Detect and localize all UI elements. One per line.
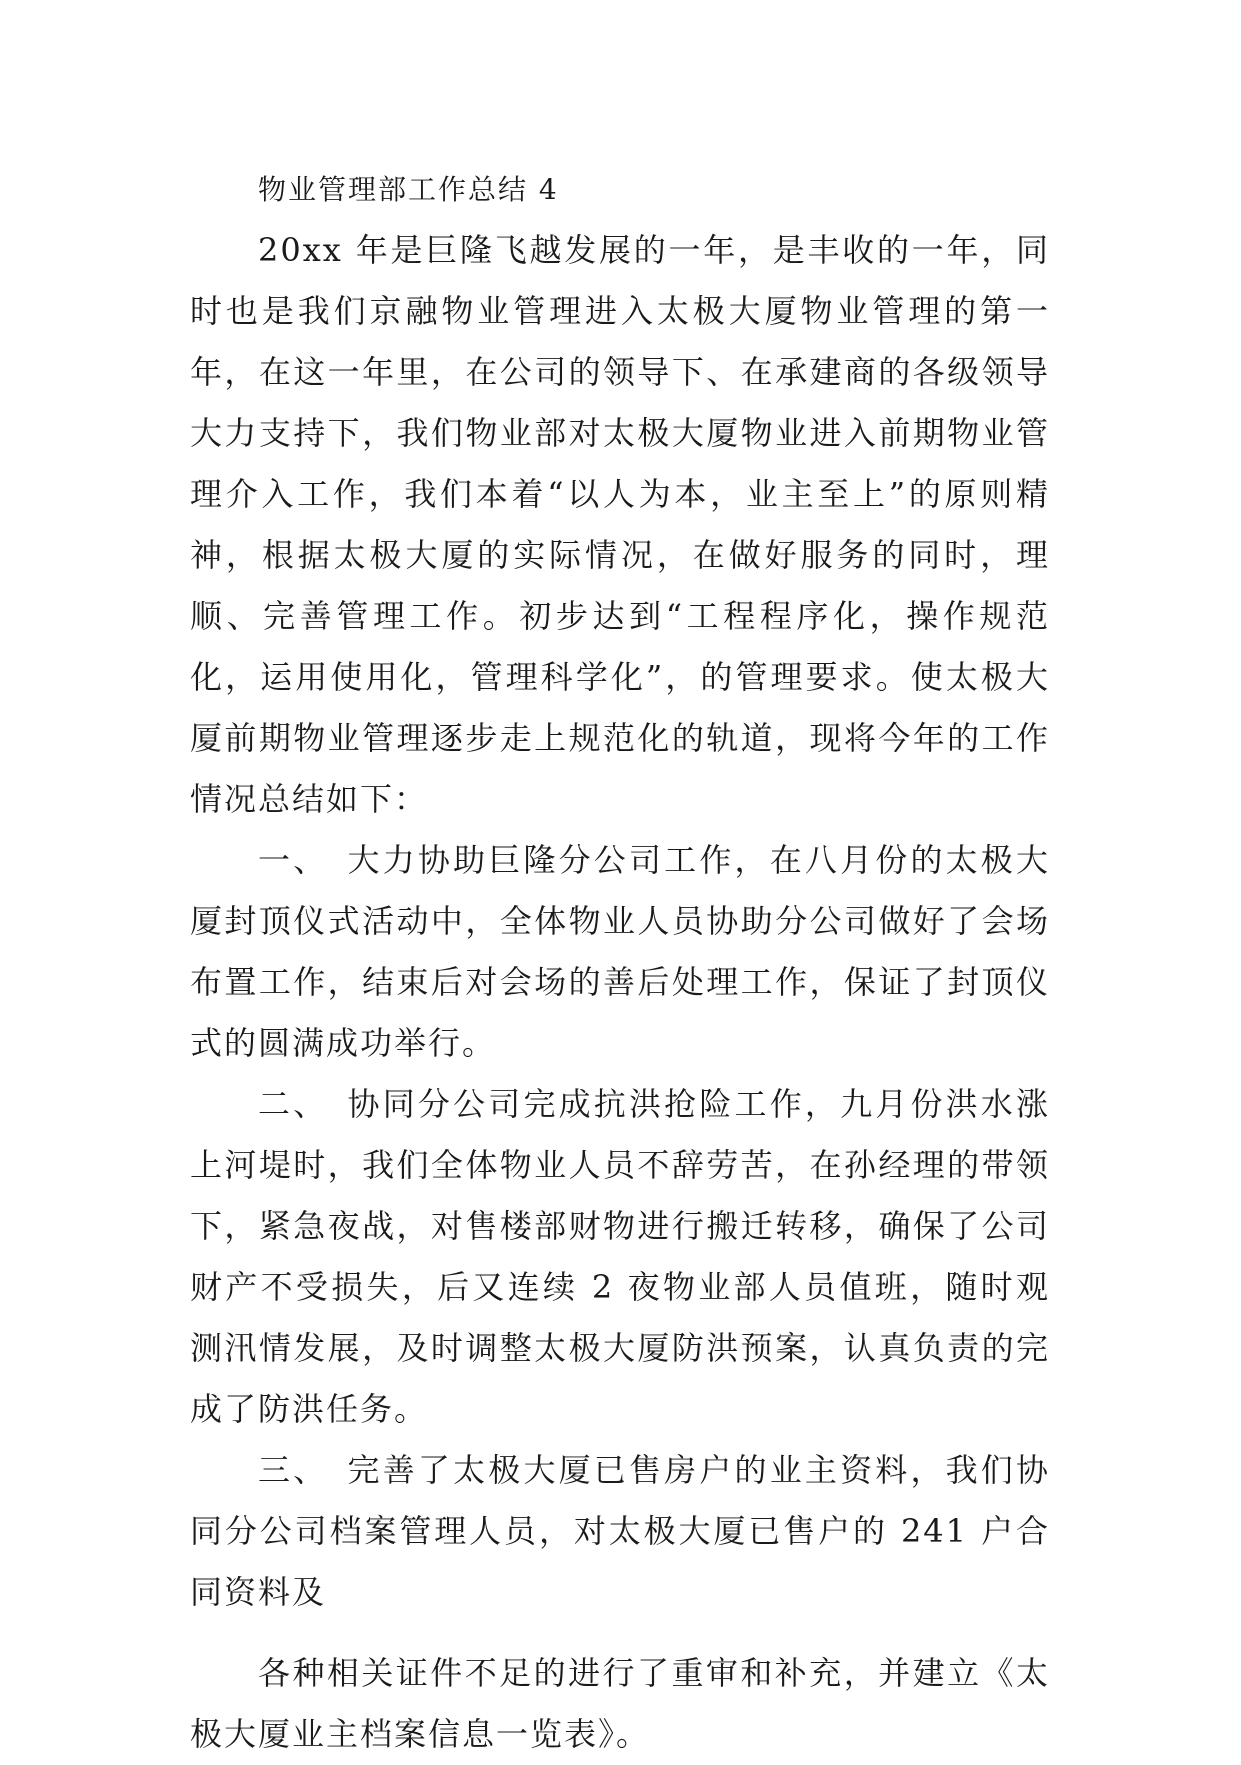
paragraph-item-3: 三、 完善了太极大厦已售房户的业主资料，我们协同分公司档案管理人员，对太极大厦已售户的 241 户合同资料及 [190,1451,1050,1611]
document-title: 物业管理部工作总结 4 [258,173,559,206]
paragraph-item-1: 一、 大力协助巨隆分公司工作，在八月份的太极大厦封顶仪式活动中，全体物业人员协助分公司做好了会场布置工作，结束后对会场的善后处理工作，保证了封顶仪式的圆满成功举行。 [190,841,1050,1062]
paragraph-item-2: 二、 协同分公司完成抗洪抢险工作，九月份洪水涨上河堤时，我们全体物业人员不辞劳苦，在孙经理的带领下，紧急夜战，对售楼部财物进行搬迁转移，确保了公司财产不受损失，后又连续 2 夜物业部人员值班，随时观测汛情发展，及时调整太极大厦防洪预案，认真负责的完成了防洪任务。 [190,1085,1050,1428]
document-body [190,160,1050,1765]
paragraph-continuation: 各种相关证件不足的进行了重审和补充，并建立《太极大厦业主档案信息一览表》。 [190,1654,1050,1753]
paragraph-intro: 20xx 年是巨隆飞越发展的一年，是丰收的一年，同时也是我们京融物业管理进入太极大厦物业管理的第一年，在这一年里，在公司的领导下、在承建商的各级领导大力支持下，我们物业部对太极大厦物业进入前期物业管理介入工作，我们本着“以人为本，业主至上”的原则精神，根据太极大厦的实际情况，在做好服务的同时，理顺、完善管理工作。初步达到“工程程序化，操作规范化，运用使用化，管理科学化”，的管理要求。使太极大厦前期物业管理逐步走上规范化的轨道，现将今年的工作情况总结如下： [190,231,1050,818]
